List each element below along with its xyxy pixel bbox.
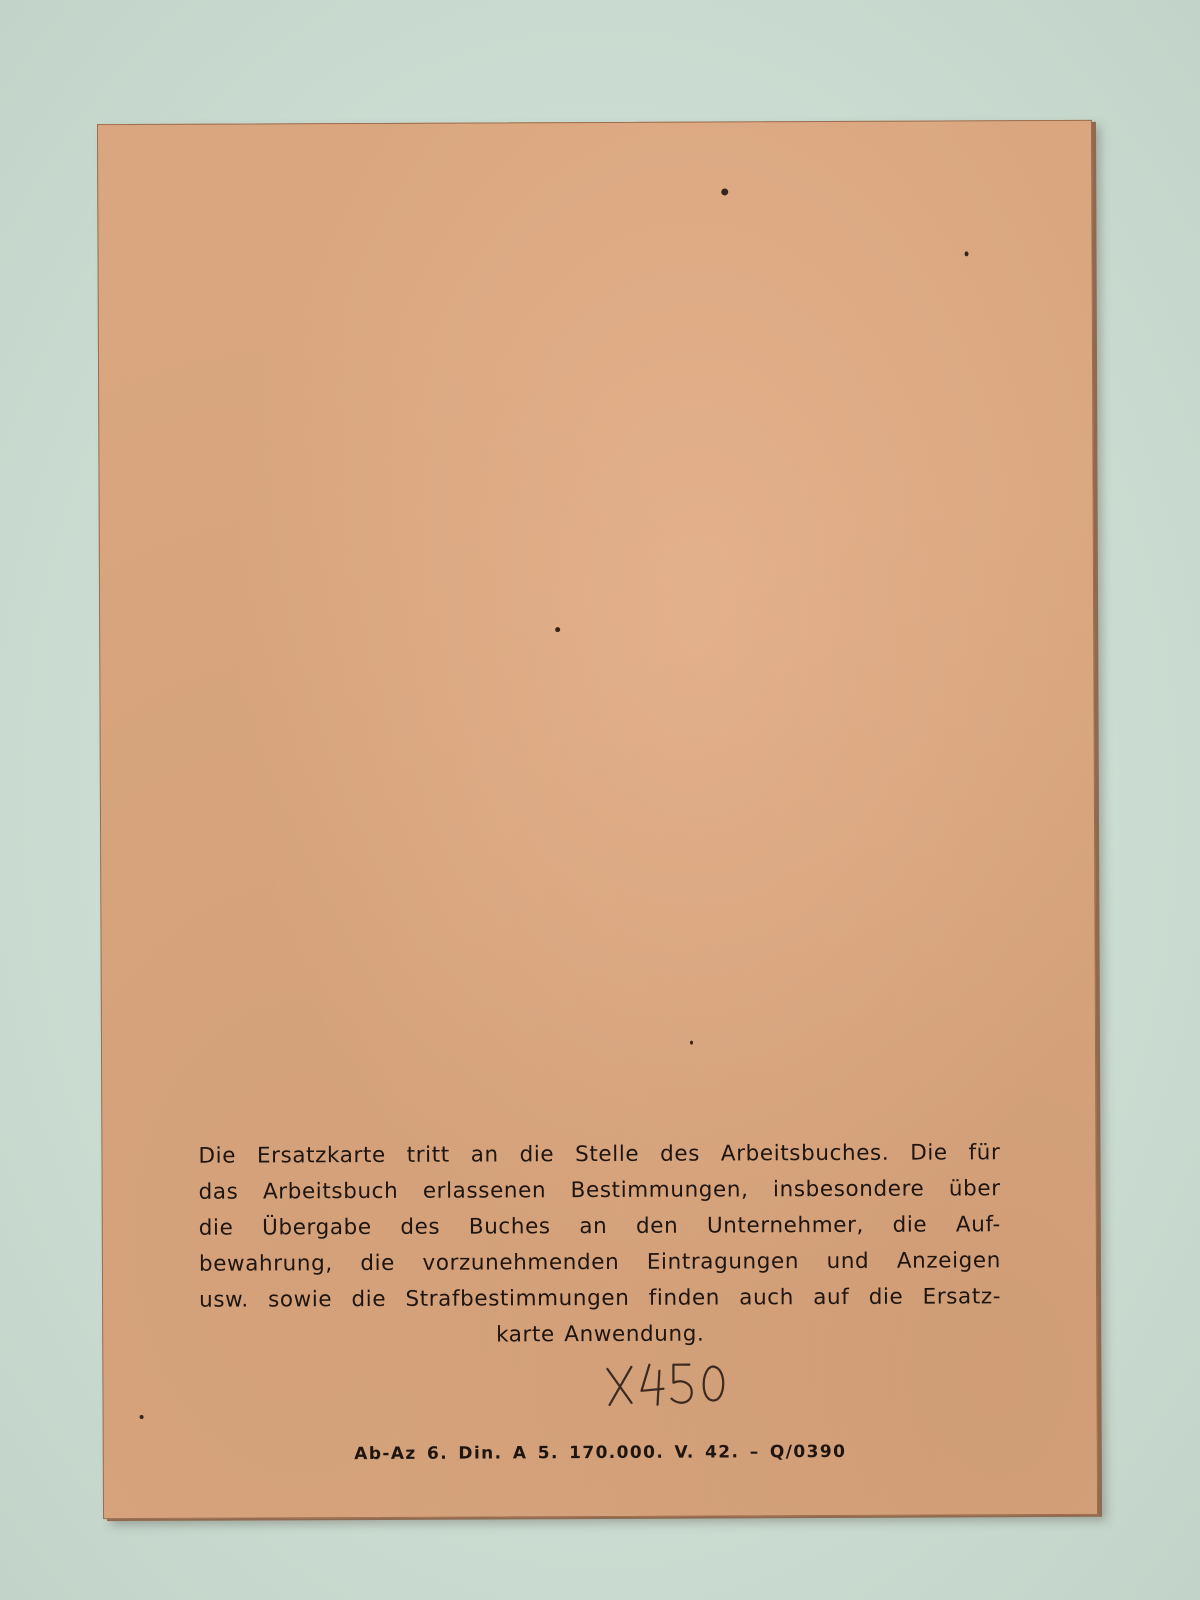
handwritten-note [601,1354,731,1409]
paper-speck [690,1041,693,1045]
paper-speck [965,251,969,256]
ersatzkarte-back-cover [97,120,1098,1519]
paper-speck [140,1415,144,1419]
print-code-footer: Ab-Az 6. Din. A 5. 170.000. V. 42. – Q/0390 [354,1441,847,1465]
regulation-paragraph [198,1135,1001,1354]
paper-speck [721,188,728,195]
paragraph-line: die Übergabe des Buches an den Unternehmer, die Auf- [198,1212,1001,1241]
paragraph-line: bewahrung, die vorzunehmenden Eintragungen und Anzeigen [198,1248,1001,1277]
paragraph-line: karte Anwendung. [496,1321,705,1348]
paragraph-line: das Arbeitsbuch erlassenen Bestimmungen, insbesondere über [198,1176,1001,1205]
paper-speck [555,627,560,632]
paragraph-line: usw. sowie die Strafbestimmungen finden auch auf die Ersatz- [199,1284,1002,1313]
paragraph-line: Die Ersatzkarte tritt an die Stelle des Arbeitsbuches. Die für [198,1140,1001,1169]
